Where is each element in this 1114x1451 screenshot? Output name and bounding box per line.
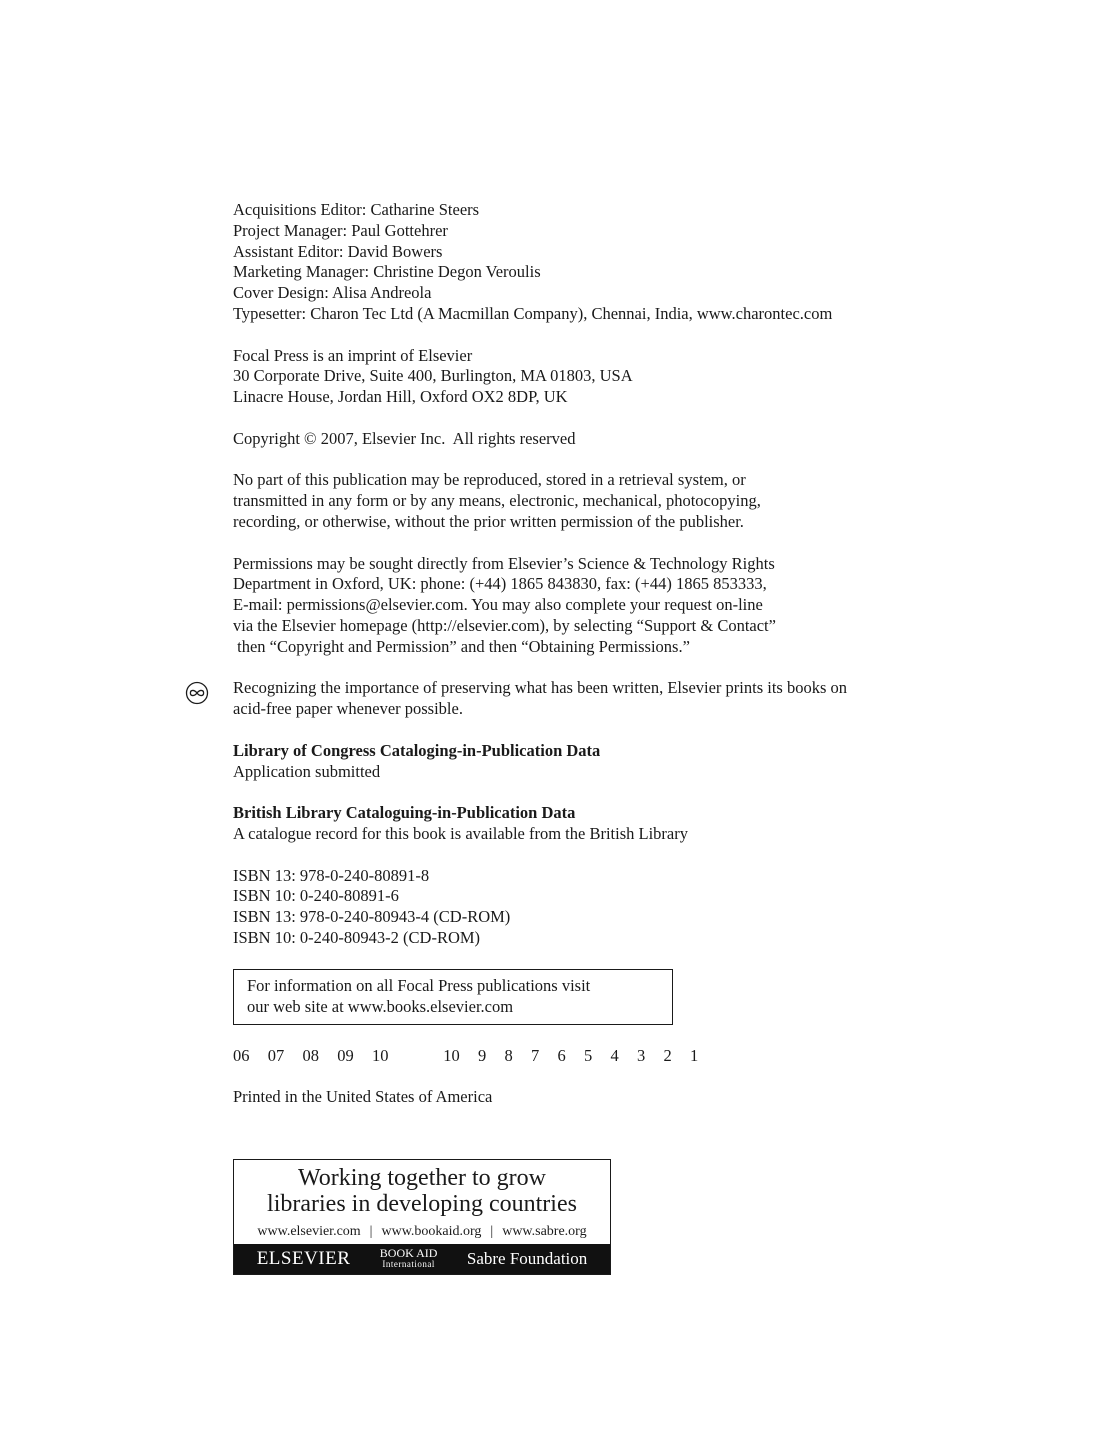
permissions-line: via the Elsevier homepage (http://elsevier.com), by selecting “Support & Contact” (233, 615, 776, 635)
acid-free-notice (233, 678, 953, 720)
permissions-line: Department in Oxford, UK: phone: (+44) 1865 843830, fax: (+44) 1865 853333, (233, 574, 767, 594)
loc-heading: Library of Congress Cataloging-in-Publication Data (233, 740, 601, 760)
permissions-line: Permissions may be sought directly from Elsevier’s Science & Technology Rights (233, 553, 775, 573)
publisher-line: 30 Corporate Drive, Suite 400, Burlington, MA 01803, USA (233, 366, 633, 386)
copyright-page (233, 200, 953, 1129)
copyright-notice (233, 429, 953, 450)
focal-press-info-box (233, 969, 673, 1025)
publisher-line: Focal Press is an imprint of Elsevier (233, 345, 473, 365)
isbn-line: ISBN 13: 978-0-240-80943-4 (CD-ROM) (233, 907, 511, 927)
printed-in-block (233, 1087, 953, 1108)
isbn-line: ISBN 10: 0-240-80891-6 (233, 886, 399, 906)
isbn-line: ISBN 10: 0-240-80943-2 (CD-ROM) (233, 927, 481, 947)
credit-line: Marketing Manager: Christine Degon Veroulis (233, 262, 541, 282)
publisher-line: Linacre House, Jordan Hill, Oxford OX2 8DP, UK (233, 387, 568, 407)
loc-cataloging (233, 741, 953, 783)
sponsor-logo-bar (234, 1244, 610, 1274)
credit-line: Project Manager: Paul Gottehrer (233, 220, 448, 240)
book-aid-links: www.elsevier.com | www.bookaid.org | www.sabre.org (257, 1224, 587, 1239)
acid-free-line: acid-free paper whenever possible. (233, 699, 463, 719)
book-aid-logo (380, 1248, 438, 1270)
elsevier-logo: ELSEVIER (256, 1248, 351, 1269)
headline-line: libraries in developing countries (267, 1191, 577, 1217)
permissions-line: then “Copyright and Permission” and then “Obtaining Permissions.” (233, 636, 690, 656)
sabre-foundation-logo: Sabre Foundation (466, 1249, 588, 1268)
acid-free-line: Recognizing the importance of preserving what has been written, Elsevier prints its books on (233, 678, 848, 698)
credit-line: Typesetter: Charon Tec Ltd (A Macmillan Company), Chennai, India, www.charontec.com (233, 303, 833, 323)
book-aid-headline (234, 1165, 610, 1217)
reproduction-line: recording, or otherwise, without the prior written permission of the publisher. (233, 511, 744, 531)
bl-text: A catalogue record for this book is available from the British Library (233, 823, 688, 843)
permissions-notice (233, 554, 953, 658)
credits-block (233, 200, 953, 325)
book-aid-logo-top: BOOK AID (379, 1246, 438, 1260)
publisher-block (233, 346, 953, 408)
book-aid-logo-bottom: International (382, 1259, 435, 1269)
print-number-line (233, 1046, 953, 1067)
reproduction-line: No part of this publication may be reproduced, stored in a retrieval system, or (233, 470, 746, 490)
printed-in: Printed in the United States of America (233, 1087, 493, 1107)
copyright-line: Copyright © 2007, Elsevier Inc. All rights reserved (233, 428, 576, 448)
bl-heading: British Library Cataloguing-in-Publication Data (233, 803, 576, 823)
isbn-block (233, 866, 953, 949)
reproduction-line: transmitted in any form or by any means, electronic, mechanical, photocopying, (233, 491, 761, 511)
bl-cataloguing (233, 803, 953, 845)
loc-text: Application submitted (233, 761, 381, 781)
credit-line: Acquisitions Editor: Catharine Steers (233, 200, 480, 219)
isbn-line: ISBN 13: 978-0-240-80891-8 (233, 865, 430, 885)
info-box-line: our web site at www.books.elsevier.com (247, 997, 514, 1017)
headline-line: Working together to grow (297, 1165, 546, 1191)
permissions-line: E-mail: permissions@elsevier.com. You may also complete your request on-line (233, 595, 763, 615)
reproduction-notice (233, 470, 953, 532)
info-box-line: For information on all Focal Press publications visit (247, 976, 591, 996)
book-aid-banner (233, 1159, 611, 1275)
infinity-circle-icon (185, 681, 209, 705)
credit-line: Cover Design: Alisa Andreola (233, 283, 432, 303)
print-numbers: 06 07 08 09 10 10 9 8 7 6 5 4 3 2 1 (233, 1045, 699, 1065)
credit-line: Assistant Editor: David Bowers (233, 241, 443, 261)
